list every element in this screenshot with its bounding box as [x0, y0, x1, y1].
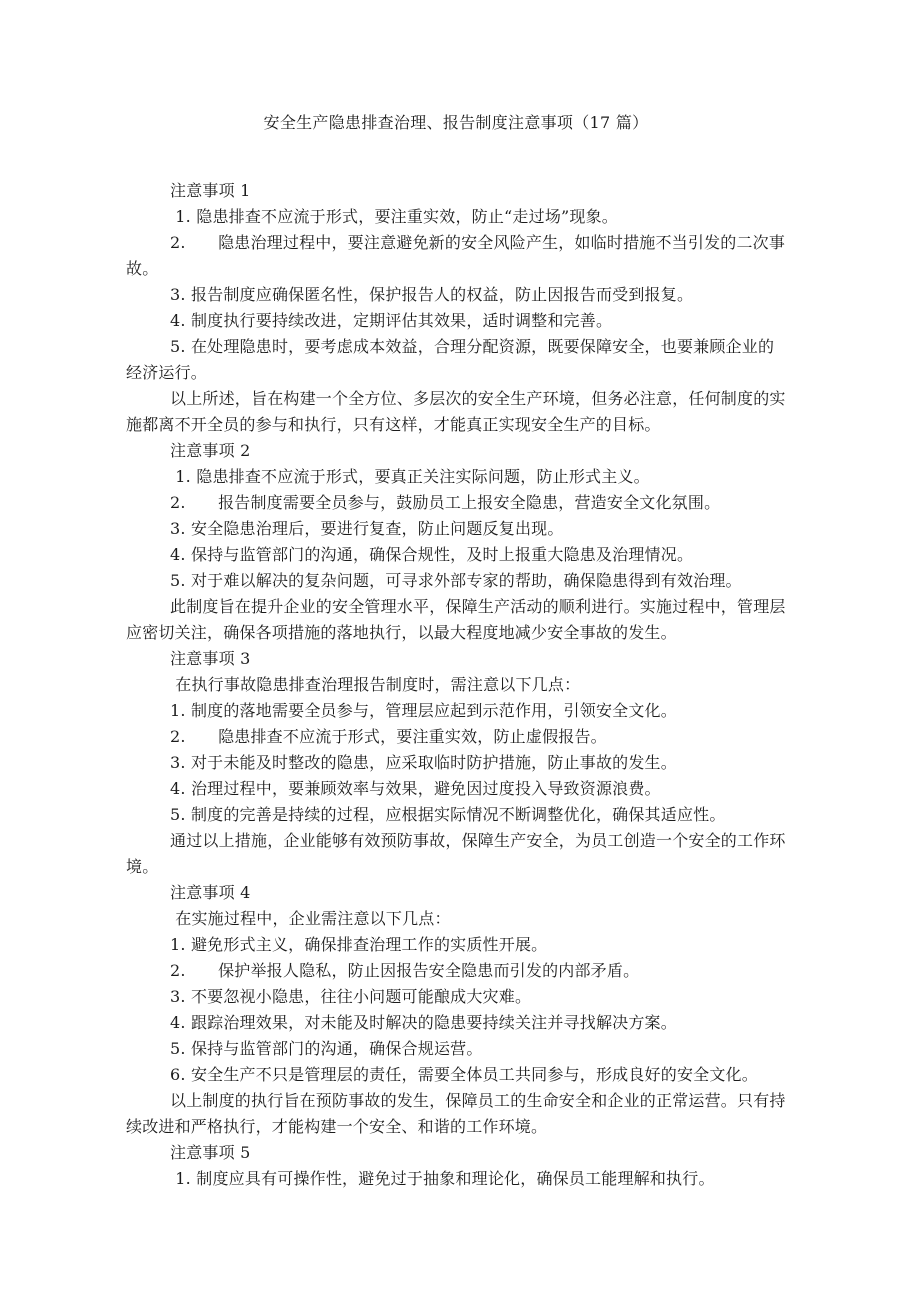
section-intro-line: 在实施过程中，企业需注意以下几点：	[170, 909, 451, 928]
list-item: 2. 隐患排查不应流于形式，要注重实效，防止虚假报告。	[170, 727, 607, 746]
document-title: 安全生产隐患排查治理、报告制度注意事项（17 篇）	[263, 113, 649, 132]
list-item: 2. 保护举报人隐私，防止因报告安全隐患而引发的内部矛盾。	[170, 961, 640, 980]
list-item: 4. 治理过程中，要兼顾效率与效果，避免因过度投入导致资源浪费。	[170, 779, 661, 798]
list-item: 4. 制度执行要持续改进，定期评估其效果，适时调整和完善。	[170, 311, 613, 330]
document-body	[126, 178, 786, 1192]
section-intro-line: 在执行事故隐患排查治理报告制度时，需注意以下几点：	[170, 675, 581, 694]
list-item: 5. 制度的完善是持续的过程，应根据实际情况不断调整优化，确保其适应性。	[170, 805, 726, 824]
list-item: 3. 对于未能及时整改的隐患，应采取临时防护措施，防止事故的发生。	[170, 753, 677, 772]
section-heading-2: 注意事项 2	[170, 441, 251, 460]
paragraph-line: 此制度旨在提升企业的安全管理水平，保障生产活动的顺利进行。实施过程中，管理层	[170, 597, 786, 616]
list-item: 1. 避免形式主义，确保排查治理工作的实质性开展。	[170, 935, 548, 954]
list-item: 2. 报告制度需要全员参与，鼓励员工上报安全隐患，营造安全文化氛围。	[170, 493, 721, 512]
list-item: 1. 隐患排查不应流于形式，要注重实效，防止“走过场”现象。	[170, 207, 618, 226]
paragraph-continuation: 续改进和严格执行，才能构建一个安全、和谐的工作环境。	[126, 1117, 548, 1136]
list-item: 3. 报告制度应确保匿名性，保护报告人的权益，防止因报告而受到报复。	[170, 285, 694, 304]
list-item: 1. 隐患排查不应流于形式，要真正关注实际问题，防止形式主义。	[170, 467, 650, 486]
list-item: 3. 安全隐患治理后，要进行复查，防止问题反复出现。	[170, 519, 564, 538]
list-item-continuation: 经济运行。	[126, 363, 208, 382]
paragraph-continuation: 施都离不开全员的参与和执行，只有这样，才能真正实现安全生产的目标。	[126, 415, 661, 434]
document-column	[126, 110, 786, 1192]
list-item: 4. 保持与监管部门的沟通，确保合规性，及时上报重大隐患及治理情况。	[170, 545, 694, 564]
list-item: 6. 安全生产不只是管理层的责任，需要全体员工共同参与，形成良好的安全文化。	[170, 1065, 758, 1084]
list-item: 5. 对于难以解决的复杂问题，可寻求外部专家的帮助，确保隐患得到有效治理。	[170, 571, 742, 590]
list-item: 1. 制度应具有可操作性，避免过于抽象和理论化，确保员工能理解和执行。	[170, 1169, 715, 1188]
list-item: 5. 保持与监管部门的沟通，确保合规运营。	[170, 1039, 483, 1058]
list-item: 5. 在处理隐患时，要考虑成本效益，合理分配资源，既要保障安全，也要兼顾企业的	[170, 337, 775, 356]
list-item-continuation: 故。	[126, 259, 159, 278]
paragraph-line: 通过以上措施，企业能够有效预防事故，保障生产安全，为员工创造一个安全的工作环	[170, 831, 786, 850]
section-heading-1: 注意事项 1	[170, 181, 251, 200]
paragraph-continuation: 应密切关注，确保各项措施的落地执行，以最大程度地减少安全事故的发生。	[126, 623, 677, 642]
section-heading-4: 注意事项 4	[170, 883, 251, 902]
list-item: 2. 隐患治理过程中，要注意避免新的安全风险产生，如临时措施不当引发的二次事	[170, 233, 786, 252]
list-item: 1. 制度的落地需要全员参与，管理层应起到示范作用，引领安全文化。	[170, 701, 677, 720]
section-heading-3: 注意事项 3	[170, 649, 251, 668]
paragraph-line: 以上制度的执行旨在预防事故的发生，保障员工的生命安全和企业的正常运营。只有持	[170, 1091, 786, 1110]
list-item: 4. 跟踪治理效果，对未能及时解决的隐患要持续关注并寻找解决方案。	[170, 1013, 677, 1032]
list-item: 3. 不要忽视小隐患，往往小问题可能酿成大灾难。	[170, 987, 532, 1006]
section-heading-5: 注意事项 5	[170, 1143, 251, 1162]
paragraph-line: 以上所述，旨在构建一个全方位、多层次的安全生产环境，但务必注意，任何制度的实	[170, 389, 786, 408]
paragraph-continuation: 境。	[126, 857, 159, 876]
